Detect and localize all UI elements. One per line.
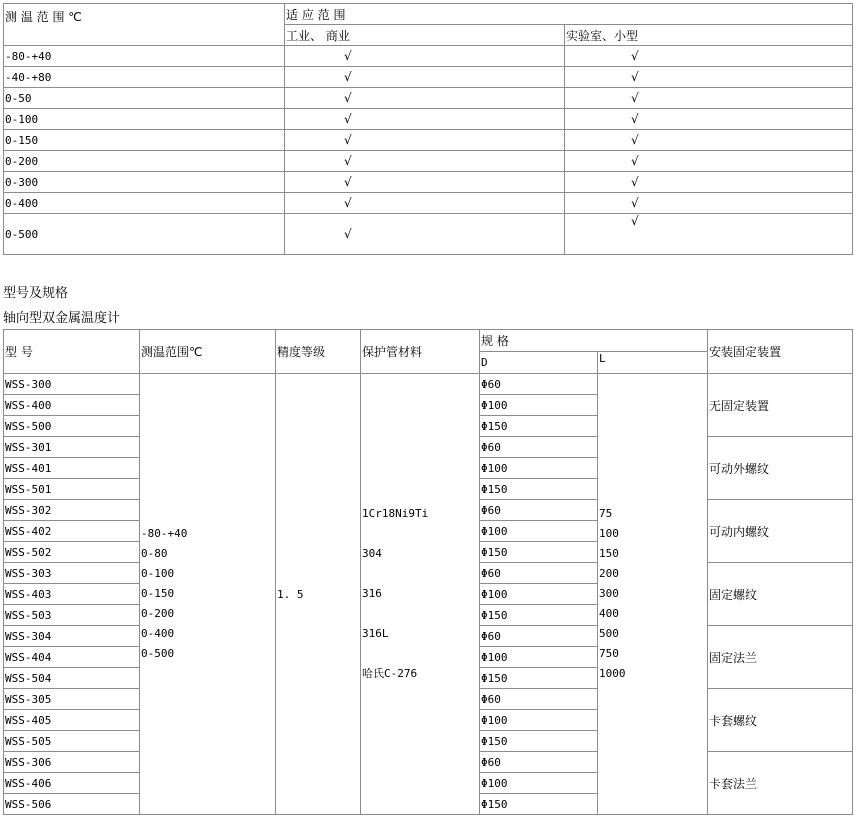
model-cell: WSS-402 [4, 521, 140, 542]
d-cell: Φ150 [480, 605, 598, 626]
table-row [4, 193, 853, 214]
l-list [598, 374, 708, 815]
model-cell: WSS-306 [4, 752, 140, 773]
accuracy-cell: 1. 5 [276, 374, 361, 815]
table-row [4, 214, 853, 255]
mount-cell: 可动内螺纹 [708, 500, 853, 563]
industry-check: √ [285, 46, 565, 67]
lab-check: √ [565, 151, 853, 172]
model-cell: WSS-405 [4, 710, 140, 731]
mount-cell: 固定螺纹 [708, 563, 853, 626]
range-cell: 0-400 [4, 193, 285, 214]
range-cell: 0-200 [4, 151, 285, 172]
model-cell: WSS-304 [4, 626, 140, 647]
table-row [4, 67, 853, 88]
lab-check: √ [565, 193, 853, 214]
industry-check: √ [285, 130, 565, 151]
header-d: D [480, 352, 598, 374]
material-list [361, 374, 480, 815]
range-cell: 0-50 [4, 88, 285, 109]
lab-check: √ [565, 109, 853, 130]
model-cell: WSS-301 [4, 437, 140, 458]
material-item: 哈氏C-276 [362, 667, 418, 680]
lab-check: √ [565, 172, 853, 193]
d-cell: Φ150 [480, 542, 598, 563]
l-item: 750 [599, 647, 619, 660]
lab-check: √ [565, 88, 853, 109]
industry-check: √ [285, 172, 565, 193]
range-cell: 0-300 [4, 172, 285, 193]
model-cell: WSS-502 [4, 542, 140, 563]
header-range-text: 测 温 范 围 ℃ [5, 10, 82, 24]
range-item: 0-200 [141, 607, 175, 620]
d-cell: Φ100 [480, 710, 598, 731]
col-lab: 实验室、小型 [565, 25, 853, 46]
range-item: 0-500 [141, 647, 175, 660]
d-cell: Φ60 [480, 563, 598, 584]
table-row [4, 46, 853, 67]
industry-check: √ [285, 151, 565, 172]
industry-check: √ [285, 214, 565, 255]
model-cell: WSS-400 [4, 395, 140, 416]
d-cell: Φ150 [480, 668, 598, 689]
l-item: 150 [599, 547, 619, 560]
range-cell: -40-+80 [4, 67, 285, 88]
table-row [4, 172, 853, 193]
header-material: 保护管材料 [361, 330, 480, 374]
d-cell: Φ150 [480, 416, 598, 437]
d-cell: Φ100 [480, 584, 598, 605]
header-l: L [598, 352, 708, 374]
mount-cell: 可动外螺纹 [708, 437, 853, 500]
header-accuracy: 精度等级 [276, 330, 361, 374]
range-suitability-table [3, 3, 853, 255]
range-cell: 0-150 [4, 130, 285, 151]
table-row [4, 130, 853, 151]
lab-check: √ [565, 214, 853, 255]
model-cell: WSS-305 [4, 689, 140, 710]
industry-check: √ [285, 88, 565, 109]
header-apply: 适 应 范 围 [285, 4, 853, 25]
d-cell: Φ60 [480, 437, 598, 458]
range-item: 0-400 [141, 627, 175, 640]
d-cell: Φ60 [480, 626, 598, 647]
industry-check: √ [285, 193, 565, 214]
table-row [4, 151, 853, 172]
material-item: 1Cr18Ni9Ti [362, 507, 429, 520]
d-cell: Φ100 [480, 647, 598, 668]
l-item: 1000 [599, 667, 626, 680]
model-cell: WSS-501 [4, 479, 140, 500]
model-cell: WSS-506 [4, 794, 140, 815]
range-item: 0-150 [141, 587, 175, 600]
model-cell: WSS-505 [4, 731, 140, 752]
lab-check: √ [565, 67, 853, 88]
d-cell: Φ150 [480, 731, 598, 752]
lab-check: √ [565, 130, 853, 151]
mount-cell: 卡套法兰 [708, 752, 853, 815]
model-cell: WSS-406 [4, 773, 140, 794]
header-spec: 规 格 [480, 330, 708, 352]
mount-cell: 无固定装置 [708, 374, 853, 437]
material-item: 316 [362, 587, 382, 600]
d-cell: Φ100 [480, 395, 598, 416]
d-cell: Φ150 [480, 479, 598, 500]
spec-table [3, 329, 853, 815]
l-item: 400 [599, 607, 619, 620]
lab-check: √ [565, 46, 853, 67]
material-item: 316L [362, 627, 389, 640]
industry-check: √ [285, 109, 565, 130]
d-cell: Φ60 [480, 752, 598, 773]
l-item: 200 [599, 567, 619, 580]
d-cell: Φ60 [480, 374, 598, 395]
l-item: 300 [599, 587, 619, 600]
mount-cell: 卡套螺纹 [708, 689, 853, 752]
model-cell: WSS-500 [4, 416, 140, 437]
d-cell: Φ60 [480, 689, 598, 710]
l-item: 75 [599, 507, 613, 520]
range-cell: -80-+40 [4, 46, 285, 67]
model-cell: WSS-403 [4, 584, 140, 605]
industry-check: √ [285, 67, 565, 88]
d-cell: Φ100 [480, 773, 598, 794]
table-row [4, 88, 853, 109]
l-item: 100 [599, 527, 619, 540]
table-row [4, 374, 853, 395]
d-cell: Φ100 [480, 521, 598, 542]
d-cell: Φ150 [480, 794, 598, 815]
header-range [4, 4, 285, 46]
header-model: 型 号 [4, 330, 140, 374]
model-cell: WSS-303 [4, 563, 140, 584]
d-cell: Φ100 [480, 458, 598, 479]
col-industry: 工业、 商业 [285, 25, 565, 46]
range-list [140, 374, 276, 815]
model-cell: WSS-401 [4, 458, 140, 479]
model-cell: WSS-503 [4, 605, 140, 626]
d-cell: Φ60 [480, 500, 598, 521]
material-item: 304 [362, 547, 382, 560]
header-mount: 安装固定装置 [708, 330, 853, 374]
range-cell: 0-100 [4, 109, 285, 130]
range-item: -80-+40 [141, 527, 188, 540]
model-cell: WSS-404 [4, 647, 140, 668]
l-item: 500 [599, 627, 619, 640]
axial-type-caption: 轴向型双金属温度计 [3, 311, 121, 326]
range-cell: 0-500 [4, 214, 285, 255]
header-range: 测温范围℃ [140, 330, 276, 374]
range-item: 0-100 [141, 567, 175, 580]
model-spec-caption: 型号及规格 [3, 286, 69, 301]
model-cell: WSS-302 [4, 500, 140, 521]
model-cell: WSS-504 [4, 668, 140, 689]
model-cell: WSS-300 [4, 374, 140, 395]
mount-cell: 固定法兰 [708, 626, 853, 689]
table-row [4, 109, 853, 130]
range-item: 0-80 [141, 547, 168, 560]
